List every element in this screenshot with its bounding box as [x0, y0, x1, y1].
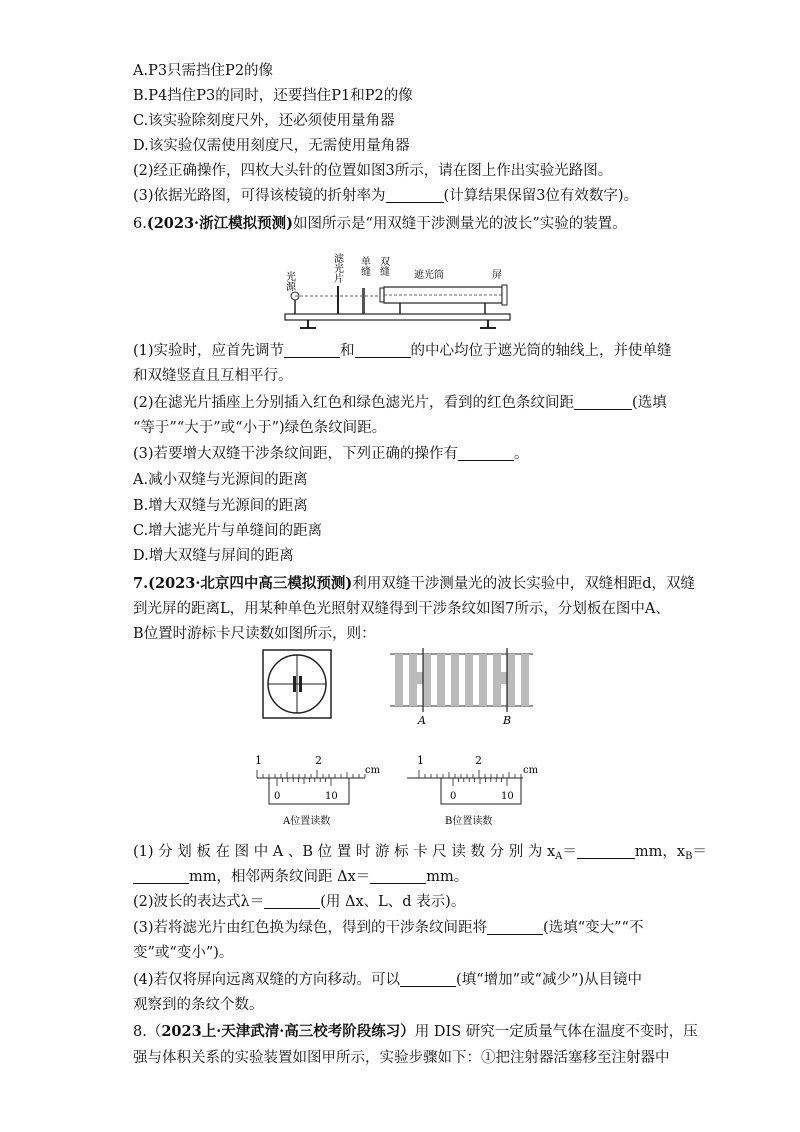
- q8-stem-2: 强与体积关系的实验装置如图甲所示，实验步骤如下：①把注射器活塞移至注射器中: [133, 1050, 670, 1066]
- answer-blank[interactable]: [284, 343, 340, 358]
- vernier-0: 0: [450, 791, 457, 802]
- answer-blank[interactable]: [386, 188, 444, 203]
- q7-part4-cont: 观察到的条纹个数。: [133, 997, 264, 1013]
- label-double-slit: 双缝: [377, 256, 389, 276]
- q5-part2: (2)经正确操作，四枚大头针的位置如图3所示，请在图上作出实验光路图。: [133, 163, 613, 179]
- main-scale-1: 1: [255, 754, 262, 767]
- q7-part4-tail: (填“增加”或“减少”)从目镜中: [456, 972, 643, 988]
- vernier-0: 0: [274, 791, 281, 802]
- q6-part1-text: (1)实验时，应首先调节: [133, 343, 285, 359]
- q6-part3-tail: 。: [514, 446, 529, 462]
- q7-part2-tail: (用 Δx、L、d 表示)。: [320, 894, 466, 910]
- q6-part2: [133, 393, 667, 413]
- option-d: D.该实验仅需使用刻度尺，无需使用量角器: [133, 138, 410, 154]
- option-c: C.该实验除刻度尺外，还必须使用量角器: [133, 113, 395, 129]
- q7-part1-unit: mm。: [426, 869, 469, 885]
- q6-part2-tail: (选填: [632, 395, 667, 411]
- option-a: A.P3只需挡住P2的像: [133, 63, 274, 79]
- label-screen: 屏: [492, 270, 502, 281]
- label-single-slit: 单缝: [358, 256, 370, 276]
- q7-part1-text: (1) 分 划 板 在 图 中 A 、B 位 置 时 游 标 卡 尺 读 数 分 别 为 x: [133, 844, 556, 860]
- q5-part3-text: (3)依据光路图，可得该棱镜的折射率为: [133, 188, 386, 204]
- q6-part1: [133, 341, 672, 361]
- q6-part3: [133, 444, 529, 464]
- q8-text: 用 DIS 研究一定质量气体在温度不变时，压: [414, 1024, 698, 1040]
- caliper-b-caption: B位置读数: [445, 816, 493, 827]
- answer-blank[interactable]: [400, 972, 456, 987]
- label-light-source: 光源: [283, 271, 295, 291]
- answer-blank[interactable]: [487, 920, 543, 935]
- answer-blank[interactable]: [458, 446, 514, 461]
- q5-part3: [133, 186, 638, 206]
- subscript-a: A: [555, 851, 563, 862]
- q6-part1-tail: 的中心均位于遮光筒的轴线上，并使单缝: [410, 343, 672, 359]
- answer-blank[interactable]: [264, 894, 320, 909]
- main-scale-2: 2: [315, 754, 322, 767]
- q6-option-a: A.减小双缝与光源间的距离: [133, 472, 308, 488]
- q6-part2-cont: “等于”“大于”或“小于”)绿色条纹间距。: [133, 420, 387, 436]
- q7-part1-cont-text: mm，相邻两条纹间距 Δx＝: [189, 869, 371, 885]
- option-b: B.P4挡住P3的同时，还要挡住P1和P2的像: [133, 88, 413, 104]
- q6-option-b: B.增大双缝与光源间的距离: [133, 498, 308, 514]
- interference-figure: [258, 648, 538, 728]
- caliper-figure: [255, 752, 555, 832]
- caliper-a-caption: A位置读数: [283, 816, 331, 827]
- fringe-pattern: [390, 648, 533, 712]
- q7-part3-cont: 变”或“变小”)。: [133, 945, 234, 961]
- filter: [337, 286, 339, 314]
- q6-part1-and: 和: [340, 343, 355, 359]
- q7-part4: [133, 970, 642, 990]
- q6-option-d: D.增大双缝与屏间的距离: [133, 548, 294, 564]
- q6-number: 6.: [133, 216, 147, 232]
- q7-part4-text: (4)若仅将屏向远离双缝的方向移动。可以: [133, 972, 401, 988]
- single-slit: [362, 288, 365, 314]
- main-scale-1: 1: [417, 754, 424, 767]
- q7-part3-text: (3)若将滤光片由红色换为绿色，得到的干涉条纹间距将: [133, 920, 488, 936]
- q6-part2-text: (2)在滤光片插座上分别插入红色和绿色滤光片，看到的红色条纹间距: [133, 395, 575, 411]
- label-a: A: [418, 714, 426, 727]
- screen: [502, 285, 507, 305]
- q7-part1-cont: [133, 867, 468, 887]
- label-tube: 遮光筒: [414, 270, 444, 281]
- q7-part1-mid: mm，x: [634, 844, 686, 860]
- answer-blank[interactable]: [370, 869, 426, 884]
- q8-number: 8.（: [133, 1024, 162, 1040]
- answer-blank[interactable]: [133, 869, 189, 884]
- q7-stem: [133, 574, 695, 594]
- q5-part3-tail: (计算结果保留3位有效数字)。: [443, 188, 639, 204]
- optical-bench: [285, 314, 510, 320]
- answer-blank[interactable]: [355, 343, 411, 358]
- answer-blank[interactable]: [577, 844, 635, 859]
- q7-part2-text: (2)波长的表达式λ＝: [133, 894, 265, 910]
- q6-source: (2023·浙江模拟预测): [146, 215, 293, 232]
- unit-label: cm: [365, 765, 381, 776]
- label-filter: 滤光片: [331, 253, 343, 283]
- double-slit: [380, 288, 384, 302]
- q6-text: 如图所示是“用双缝干涉测量光的波长”实验的装置。: [292, 216, 627, 232]
- q7-part2: [133, 892, 465, 912]
- caliper-b: [407, 754, 539, 827]
- q7-text: 利用双缝干涉测量光的波长实验中，双缝相距d，双缝: [352, 576, 696, 592]
- vernier-10: 10: [325, 791, 338, 802]
- q7-part3-tail: (选填“变大”“不: [543, 920, 644, 936]
- q7-part3: [133, 918, 643, 938]
- q7-source: (2023·北京四中高三模拟预测): [148, 575, 353, 592]
- q7-stem-3: B位置时游标卡尺读数如图所示，则：: [133, 626, 376, 642]
- q6-stem: [133, 214, 627, 234]
- vernier-10: 10: [501, 791, 514, 802]
- q7-stem-2: 到光屏的距离L，用某种单色光照射双缝得到干涉条纹如图7所示，分划板在图中A、: [133, 601, 670, 617]
- label-b: B: [503, 714, 512, 727]
- q7-number: 7.: [133, 575, 149, 592]
- q6-option-c: C.增大滤光片与单缝间的距离: [133, 523, 323, 539]
- subscript-b: B: [685, 851, 693, 862]
- caliper-a: [255, 754, 381, 827]
- q7-part1: (1) 分 划 板 在 图 中 A 、B 位 置 时 游 标 卡 尺 读 数 分 别 为 $x_A=$ mm，$x_B=$: [133, 844, 707, 862]
- answer-blank[interactable]: [574, 395, 632, 410]
- q6-part3-text: (3)若要增大双缝干涉条纹间距，下列正确的操作有: [133, 446, 459, 462]
- main-scale-2: 2: [475, 754, 482, 767]
- q6-part1-cont: 和双缝竖直且互相平行。: [133, 368, 293, 384]
- q8-source: 2023上·天津武清·高三校考阶段练习）: [161, 1023, 415, 1040]
- unit-label: cm: [523, 765, 539, 776]
- q8-stem: [133, 1022, 698, 1042]
- apparatus-figure: [280, 238, 520, 334]
